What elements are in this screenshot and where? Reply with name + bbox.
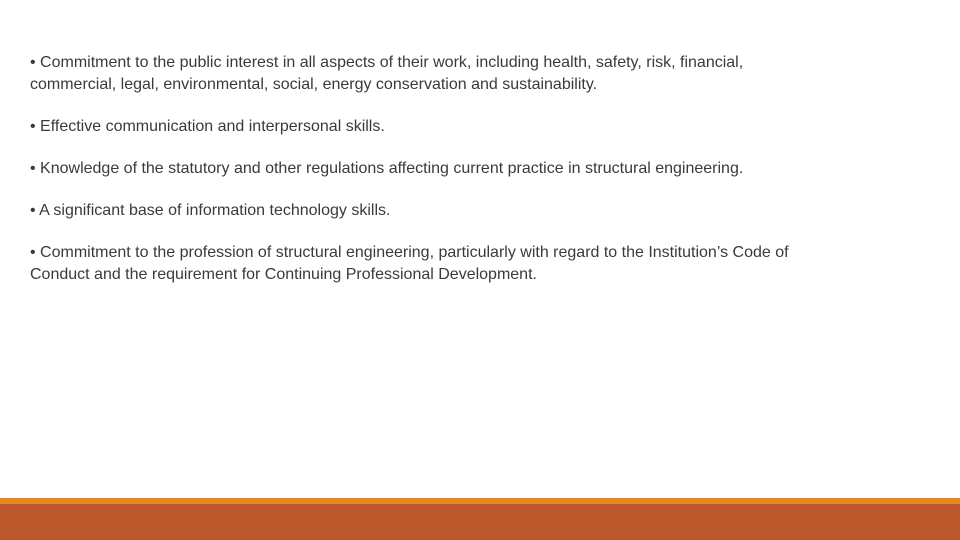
bullet-item: • Commitment to the public interest in all aspects of their work, including health, safety, risk, financial, commercial, legal, environmental, social, energy conservation and sustainability. (30, 54, 744, 93)
bullet-item: • Commitment to the profession of structural engineering, particularly with regard to the Institution’s Code of Conduct and the requirement for Continuing Professional Development. (30, 244, 789, 283)
bullet-item: • Effective communication and interpersonal skills. (30, 118, 385, 135)
footer-band (0, 504, 960, 540)
bullet-list (30, 52, 820, 306)
bullet-item: • A significant base of information technology skills. (30, 202, 391, 219)
bullet-item: • Knowledge of the statutory and other regulations affecting current practice in structural engineering. (30, 160, 744, 177)
